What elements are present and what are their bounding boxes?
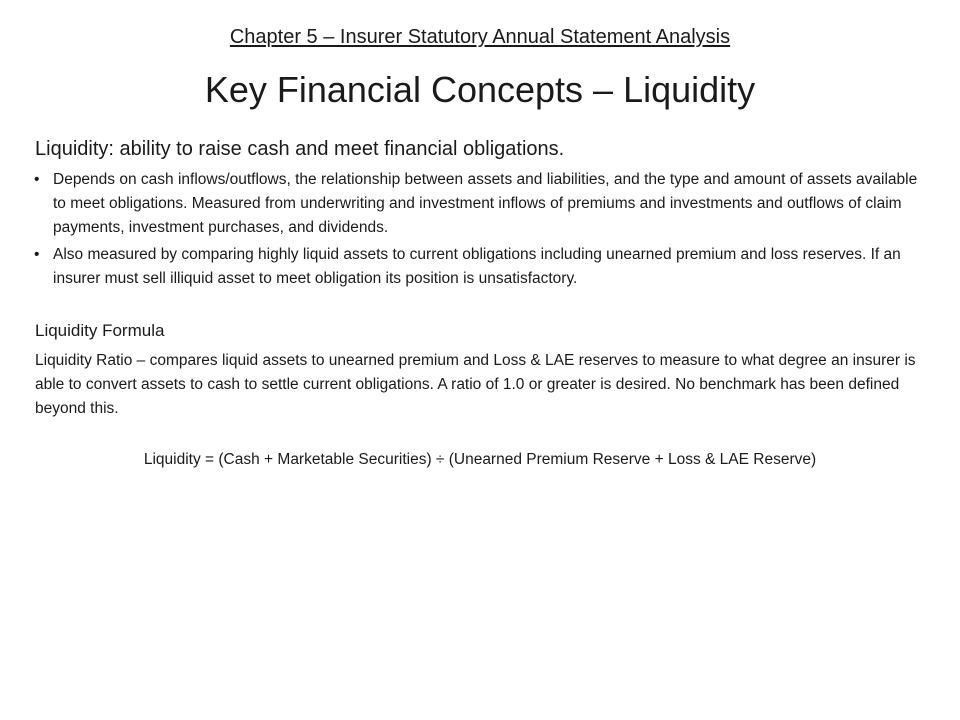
bullet-item	[34, 243, 934, 291]
bullet-text: Depends on cash inflows/outflows, the relationship between assets and liabilities, and the type and amount of assets available to meet obligations. Measured from underwriting and investment inflows of premiums and investments and outflows of claim payments, investment purchases, and dividends.	[53, 171, 918, 236]
bullet-list	[34, 168, 934, 294]
liquidity-formula: Liquidity = (Cash + Marketable Securities) ÷ (Unearned Premium Reserve + Loss & LAE Reserve)	[143, 451, 817, 468]
page-title: Key Financial Concepts – Liquidity	[204, 69, 756, 110]
formula-description: Liquidity Ratio – compares liquid assets to unearned premium and Loss & LAE reserves to measure to what degree an insurer is able to convert assets to cash to settle current obligations. A ratio of 1.0 or greater is desired. No benchmark has been defined beyond this.	[35, 352, 916, 417]
chapter-title: Chapter 5 – Insurer Statutory Annual Statement Analysis	[229, 26, 731, 48]
formula-heading: Liquidity Formula	[35, 321, 165, 340]
liquidity-definition: Liquidity: ability to raise cash and meet financial obligations.	[35, 138, 565, 160]
bullet-text: Also measured by comparing highly liquid assets to current obligations including unearned premium and loss reserves. If an insurer must sell illiquid asset to meet obligation its position is unsatisfactory.	[53, 246, 901, 287]
bullet-marker: •	[34, 246, 40, 263]
bullet-item	[34, 168, 934, 240]
bullet-marker: •	[34, 171, 40, 188]
